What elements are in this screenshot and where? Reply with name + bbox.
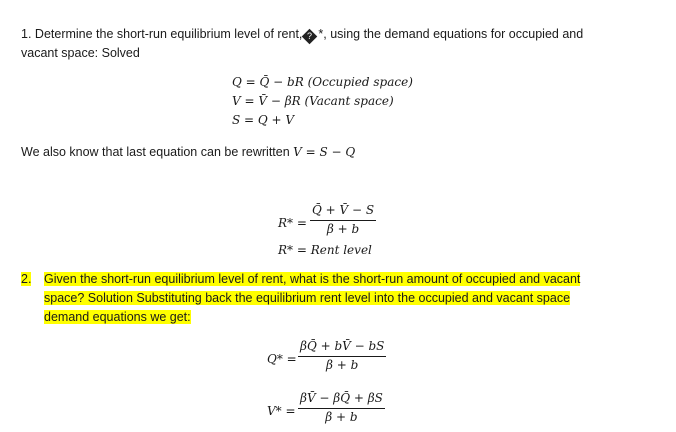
rent-fraction bbox=[310, 202, 376, 238]
q-star-denominator: β + b bbox=[326, 358, 359, 372]
equation-vacant: V = V̄ − βR (Vacant space) bbox=[232, 94, 394, 108]
question-1-number: 1. bbox=[21, 27, 32, 41]
q-star-numerator: βQ̄ + bV̄ − bS bbox=[298, 338, 386, 357]
note-text: We also know that last equation can be rewritten bbox=[21, 145, 290, 159]
rent-denominator: β + b bbox=[326, 222, 360, 236]
question-1-line2: vacant space: Solved bbox=[21, 46, 140, 60]
equation-occupied: Q = Q̄ − bR (Occupied space) bbox=[232, 75, 413, 89]
rent-label: R* = Rent level bbox=[278, 243, 372, 257]
v-star-lhs: V* = bbox=[267, 404, 296, 418]
question-2-number: 2. bbox=[21, 272, 32, 286]
q-star-fraction bbox=[298, 338, 386, 374]
unknown-glyph-icon: ? bbox=[302, 29, 318, 45]
question-2-line3: demand equations we get: bbox=[44, 310, 191, 324]
rent-numerator: Q̄ + V̄ − S bbox=[310, 202, 376, 221]
rent-lhs: R* = bbox=[278, 216, 307, 230]
question-1-text-b: *, using the demand equations for occupied and bbox=[318, 27, 584, 41]
question-1-text-a: Determine the short-run equilibrium level of rent, bbox=[34, 27, 303, 41]
question-2-line1: Given the short-run equilibrium level of rent, what is the short-run amount of occupied and vacant bbox=[44, 272, 581, 286]
note-line bbox=[21, 143, 355, 162]
q-star-lhs: Q* = bbox=[267, 352, 297, 366]
v-star-denominator: β + b bbox=[325, 410, 358, 424]
v-star-numerator: βV̄ − βQ̄ + βS bbox=[298, 390, 385, 409]
equation-total: S = Q + V bbox=[232, 113, 295, 127]
note-math: V = S − Q bbox=[293, 145, 356, 159]
question-1 bbox=[21, 25, 661, 44]
v-star-fraction bbox=[298, 390, 385, 426]
question-2-line2: space? Solution Substituting back the equilibrium rent level into the occupied and vacant space bbox=[44, 291, 571, 305]
